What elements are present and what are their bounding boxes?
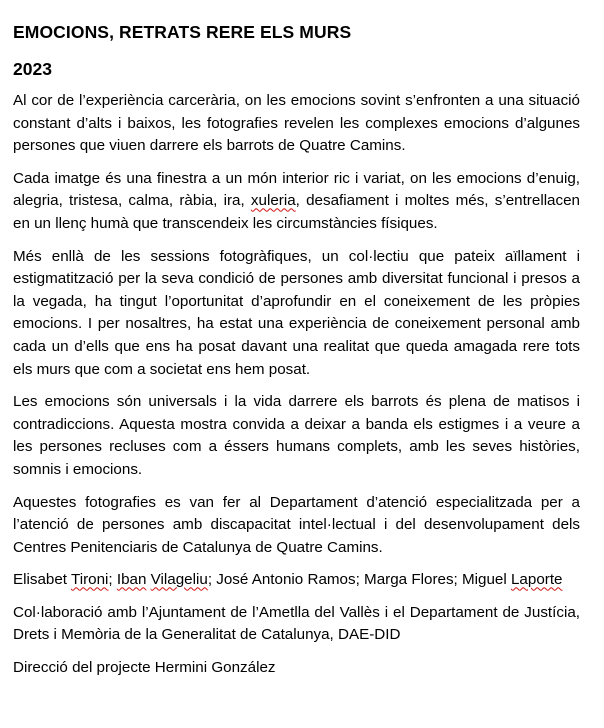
credit-last-name-flagged[interactable]: Laporte <box>510 571 563 589</box>
spellcheck-flagged-word[interactable]: xuleria <box>250 192 296 210</box>
credit-last-name: Ramos <box>307 571 356 589</box>
credit-first-name-flagged[interactable]: Iban <box>116 571 147 589</box>
credit-last-name: Flores <box>411 571 454 589</box>
paragraph-universal: Les emocions són universals i la vida darrere els barrots és plena de matisos i contradiccions. Aquesta mostra convida a deixar a banda els estigmes i a veure a les persones recluses com a éssers humans complets, amb les seves històries, somnis i emocions. <box>13 393 580 478</box>
document-year: 2023 <box>13 59 52 79</box>
credit-first-name: Marga <box>364 571 408 589</box>
document-title: EMOCIONS, RETRATS RERE ELS MURS <box>13 22 352 42</box>
paragraph-sessions: Més enllà de les sessions fotogràfiques, un col·lectiu que pateix aïllament i estigmatització per la seva condició de persones amb diversitat funcional i presos a la vegada, ha tingut l’oportunitat d’aprofundir en el coneixement de les pròpies emocions. I per nosaltres, ha estat una experiència de coneixement personal amb cada un d’ells que ens ha posat davant una realitat que queda amagada rere tots els murs que com a societat ens hem posat. <box>13 247 580 378</box>
paragraph-collaboration: Col·laboració amb l’Ajuntament de l’Ametlla del Vallès i el Departament de Justícia, Drets i Memòria de la Generalitat de Catalunya, DAE-DID <box>13 603 580 644</box>
credit-first-name: José Antonio <box>216 571 304 589</box>
paragraph-credits: Elisabet Tironi; Iban Vilageliu; José Antonio Ramos; Marga Flores; Miguel Laporte <box>13 571 563 589</box>
paragraph-emotions-text-2: , desafiament i moltes més, s’entrellacen en un llenç humà que transcendeix les circumstàncies físiques. <box>13 192 580 232</box>
paragraph-emotions-text-1: Cada imatge és una finestra a un món interior ric i variat, on les emocions d’enuig, alegria, tristesa, calma, ràbia, ira, <box>13 169 580 210</box>
credit-last-name-flagged[interactable]: Vilageliu <box>150 571 208 589</box>
credit-first-name: Miguel <box>462 571 507 589</box>
credit-first-name: Elisabet <box>13 571 68 589</box>
paragraph-department: Aquestes fotografies es van fer al Departament d’atenció especialitzada per a l’atenció de persones amb discapacitat intel·lectual i del desenvolupament dels Centres Penitenciaris de Catalunya de Quatre Camins. <box>13 493 580 556</box>
paragraph-intro: Al cor de l’experiència carcerària, on les emocions sovint s’enfronten a una situació constant d’alts i baixos, les fotografies revelen les complexes emocions d’algunes persones que viuen darrere els barrots de Quatre Camins. <box>13 92 580 155</box>
paragraph-emotions <box>13 168 580 236</box>
paragraph-direction: Direcció del projecte Hermini González <box>13 659 276 677</box>
credit-last-name-flagged[interactable]: Tironi <box>71 571 109 589</box>
